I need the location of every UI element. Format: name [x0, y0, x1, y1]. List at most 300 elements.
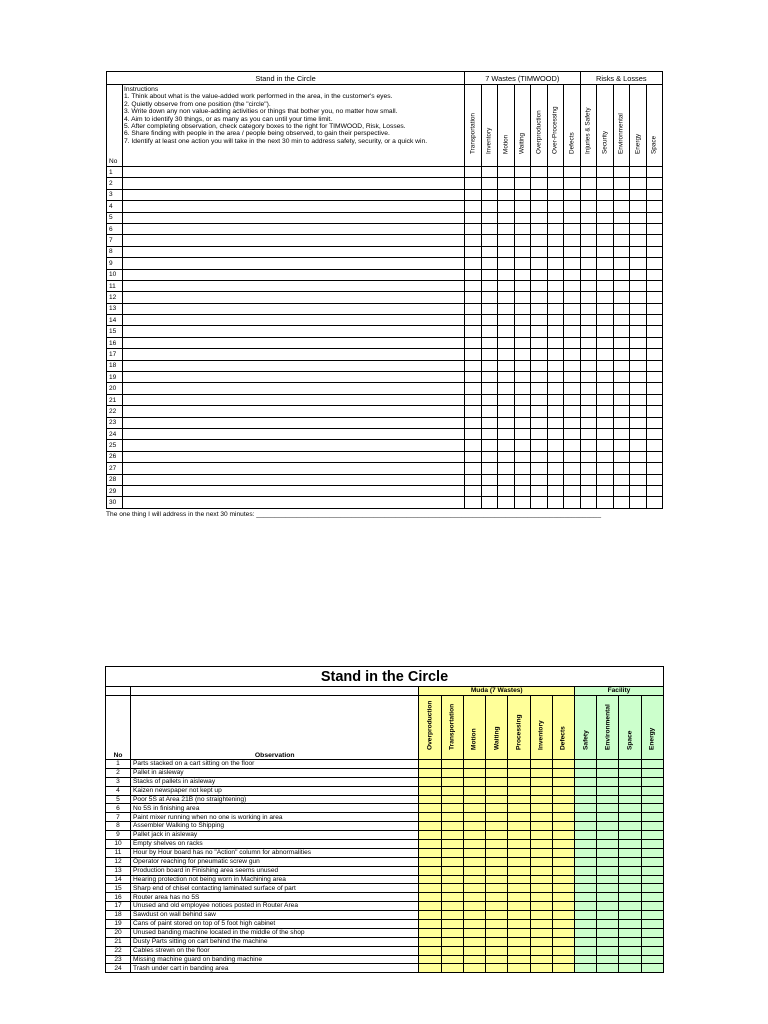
facility-checkbox-cell[interactable]	[597, 875, 619, 884]
category-checkbox-cell[interactable]	[613, 497, 630, 508]
category-checkbox-cell[interactable]	[564, 406, 581, 417]
category-checkbox-cell[interactable]	[564, 212, 581, 223]
muda-checkbox-cell[interactable]	[441, 760, 463, 769]
category-checkbox-cell[interactable]	[465, 372, 482, 383]
muda-checkbox-cell[interactable]	[486, 902, 508, 911]
muda-checkbox-cell[interactable]	[530, 875, 552, 884]
category-checkbox-cell[interactable]	[630, 372, 647, 383]
facility-checkbox-cell[interactable]	[597, 964, 619, 973]
category-checkbox-cell[interactable]	[646, 440, 663, 451]
category-checkbox-cell[interactable]	[547, 383, 564, 394]
category-checkbox-cell[interactable]	[564, 417, 581, 428]
category-checkbox-cell[interactable]	[580, 235, 597, 246]
muda-checkbox-cell[interactable]	[530, 884, 552, 893]
category-checkbox-cell[interactable]	[498, 246, 515, 257]
muda-checkbox-cell[interactable]	[419, 804, 441, 813]
category-checkbox-cell[interactable]	[465, 497, 482, 508]
muda-checkbox-cell[interactable]	[419, 875, 441, 884]
category-checkbox-cell[interactable]	[646, 280, 663, 291]
category-checkbox-cell[interactable]	[481, 212, 498, 223]
category-checkbox-cell[interactable]	[498, 428, 515, 439]
category-checkbox-cell[interactable]	[531, 383, 548, 394]
muda-checkbox-cell[interactable]	[419, 902, 441, 911]
muda-checkbox-cell[interactable]	[486, 795, 508, 804]
category-checkbox-cell[interactable]	[531, 167, 548, 178]
facility-checkbox-cell[interactable]	[619, 786, 641, 795]
muda-checkbox-cell[interactable]	[552, 795, 574, 804]
category-checkbox-cell[interactable]	[514, 201, 531, 212]
muda-checkbox-cell[interactable]	[530, 937, 552, 946]
category-checkbox-cell[interactable]	[597, 269, 614, 280]
muda-checkbox-cell[interactable]	[463, 875, 485, 884]
category-checkbox-cell[interactable]	[646, 269, 663, 280]
muda-checkbox-cell[interactable]	[419, 884, 441, 893]
category-checkbox-cell[interactable]	[481, 235, 498, 246]
facility-checkbox-cell[interactable]	[619, 848, 641, 857]
category-checkbox-cell[interactable]	[597, 292, 614, 303]
facility-checkbox-cell[interactable]	[597, 822, 619, 831]
category-checkbox-cell[interactable]	[580, 280, 597, 291]
category-checkbox-cell[interactable]	[498, 406, 515, 417]
category-checkbox-cell[interactable]	[564, 280, 581, 291]
facility-checkbox-cell[interactable]	[641, 768, 663, 777]
facility-checkbox-cell[interactable]	[574, 902, 596, 911]
category-checkbox-cell[interactable]	[646, 406, 663, 417]
muda-checkbox-cell[interactable]	[486, 920, 508, 929]
category-checkbox-cell[interactable]	[646, 315, 663, 326]
facility-checkbox-cell[interactable]	[597, 813, 619, 822]
muda-checkbox-cell[interactable]	[463, 964, 485, 973]
category-checkbox-cell[interactable]	[547, 258, 564, 269]
muda-checkbox-cell[interactable]	[508, 777, 530, 786]
category-checkbox-cell[interactable]	[531, 360, 548, 371]
category-checkbox-cell[interactable]	[498, 303, 515, 314]
category-checkbox-cell[interactable]	[613, 428, 630, 439]
category-checkbox-cell[interactable]	[630, 394, 647, 405]
category-checkbox-cell[interactable]	[547, 463, 564, 474]
muda-checkbox-cell[interactable]	[508, 902, 530, 911]
muda-checkbox-cell[interactable]	[486, 840, 508, 849]
category-checkbox-cell[interactable]	[547, 246, 564, 257]
category-checkbox-cell[interactable]	[498, 212, 515, 223]
category-checkbox-cell[interactable]	[630, 326, 647, 337]
facility-checkbox-cell[interactable]	[641, 964, 663, 973]
muda-checkbox-cell[interactable]	[441, 946, 463, 955]
muda-checkbox-cell[interactable]	[486, 777, 508, 786]
muda-checkbox-cell[interactable]	[463, 813, 485, 822]
category-checkbox-cell[interactable]	[465, 406, 482, 417]
category-checkbox-cell[interactable]	[465, 417, 482, 428]
facility-checkbox-cell[interactable]	[574, 813, 596, 822]
category-checkbox-cell[interactable]	[498, 360, 515, 371]
category-checkbox-cell[interactable]	[498, 372, 515, 383]
muda-checkbox-cell[interactable]	[486, 955, 508, 964]
muda-checkbox-cell[interactable]	[530, 848, 552, 857]
observation-entry-cell[interactable]	[123, 485, 465, 496]
category-checkbox-cell[interactable]	[630, 474, 647, 485]
muda-checkbox-cell[interactable]	[486, 768, 508, 777]
category-checkbox-cell[interactable]	[465, 463, 482, 474]
category-checkbox-cell[interactable]	[465, 246, 482, 257]
muda-checkbox-cell[interactable]	[552, 875, 574, 884]
category-checkbox-cell[interactable]	[613, 223, 630, 234]
category-checkbox-cell[interactable]	[613, 235, 630, 246]
category-checkbox-cell[interactable]	[481, 223, 498, 234]
facility-checkbox-cell[interactable]	[597, 768, 619, 777]
category-checkbox-cell[interactable]	[580, 349, 597, 360]
category-checkbox-cell[interactable]	[465, 280, 482, 291]
category-checkbox-cell[interactable]	[531, 258, 548, 269]
category-checkbox-cell[interactable]	[580, 406, 597, 417]
category-checkbox-cell[interactable]	[630, 360, 647, 371]
category-checkbox-cell[interactable]	[498, 292, 515, 303]
category-checkbox-cell[interactable]	[481, 315, 498, 326]
muda-checkbox-cell[interactable]	[486, 786, 508, 795]
category-checkbox-cell[interactable]	[514, 474, 531, 485]
category-checkbox-cell[interactable]	[531, 326, 548, 337]
category-checkbox-cell[interactable]	[646, 303, 663, 314]
category-checkbox-cell[interactable]	[531, 201, 548, 212]
category-checkbox-cell[interactable]	[597, 212, 614, 223]
closing-action-line[interactable]: The one thing I will address in the next 30 minutes: ______________________________________________________________________________________________	[106, 511, 601, 518]
muda-checkbox-cell[interactable]	[441, 928, 463, 937]
category-checkbox-cell[interactable]	[597, 258, 614, 269]
category-checkbox-cell[interactable]	[498, 349, 515, 360]
muda-checkbox-cell[interactable]	[463, 884, 485, 893]
muda-checkbox-cell[interactable]	[508, 831, 530, 840]
facility-checkbox-cell[interactable]	[597, 884, 619, 893]
category-checkbox-cell[interactable]	[597, 474, 614, 485]
category-checkbox-cell[interactable]	[531, 280, 548, 291]
muda-checkbox-cell[interactable]	[463, 946, 485, 955]
muda-checkbox-cell[interactable]	[552, 777, 574, 786]
category-checkbox-cell[interactable]	[498, 223, 515, 234]
category-checkbox-cell[interactable]	[547, 372, 564, 383]
category-checkbox-cell[interactable]	[646, 189, 663, 200]
category-checkbox-cell[interactable]	[514, 451, 531, 462]
muda-checkbox-cell[interactable]	[419, 920, 441, 929]
category-checkbox-cell[interactable]	[613, 451, 630, 462]
category-checkbox-cell[interactable]	[646, 212, 663, 223]
facility-checkbox-cell[interactable]	[641, 786, 663, 795]
facility-checkbox-cell[interactable]	[597, 902, 619, 911]
muda-checkbox-cell[interactable]	[552, 937, 574, 946]
facility-checkbox-cell[interactable]	[574, 831, 596, 840]
muda-checkbox-cell[interactable]	[508, 884, 530, 893]
category-checkbox-cell[interactable]	[481, 326, 498, 337]
facility-checkbox-cell[interactable]	[641, 946, 663, 955]
facility-checkbox-cell[interactable]	[619, 893, 641, 902]
category-checkbox-cell[interactable]	[547, 178, 564, 189]
muda-checkbox-cell[interactable]	[508, 804, 530, 813]
muda-checkbox-cell[interactable]	[530, 786, 552, 795]
category-checkbox-cell[interactable]	[498, 315, 515, 326]
category-checkbox-cell[interactable]	[613, 337, 630, 348]
category-checkbox-cell[interactable]	[465, 189, 482, 200]
muda-checkbox-cell[interactable]	[463, 955, 485, 964]
category-checkbox-cell[interactable]	[547, 451, 564, 462]
category-checkbox-cell[interactable]	[646, 383, 663, 394]
category-checkbox-cell[interactable]	[613, 394, 630, 405]
category-checkbox-cell[interactable]	[498, 383, 515, 394]
category-checkbox-cell[interactable]	[597, 178, 614, 189]
category-checkbox-cell[interactable]	[597, 189, 614, 200]
category-checkbox-cell[interactable]	[498, 201, 515, 212]
muda-checkbox-cell[interactable]	[419, 955, 441, 964]
facility-checkbox-cell[interactable]	[619, 768, 641, 777]
category-checkbox-cell[interactable]	[465, 349, 482, 360]
muda-checkbox-cell[interactable]	[486, 911, 508, 920]
category-checkbox-cell[interactable]	[646, 360, 663, 371]
category-checkbox-cell[interactable]	[564, 235, 581, 246]
category-checkbox-cell[interactable]	[514, 349, 531, 360]
facility-checkbox-cell[interactable]	[597, 955, 619, 964]
category-checkbox-cell[interactable]	[613, 201, 630, 212]
category-checkbox-cell[interactable]	[613, 258, 630, 269]
category-checkbox-cell[interactable]	[646, 178, 663, 189]
facility-checkbox-cell[interactable]	[641, 884, 663, 893]
muda-checkbox-cell[interactable]	[530, 866, 552, 875]
category-checkbox-cell[interactable]	[630, 189, 647, 200]
category-checkbox-cell[interactable]	[613, 167, 630, 178]
observation-entry-cell[interactable]	[123, 349, 465, 360]
category-checkbox-cell[interactable]	[465, 360, 482, 371]
muda-checkbox-cell[interactable]	[530, 813, 552, 822]
category-checkbox-cell[interactable]	[646, 292, 663, 303]
muda-checkbox-cell[interactable]	[530, 920, 552, 929]
category-checkbox-cell[interactable]	[481, 167, 498, 178]
category-checkbox-cell[interactable]	[465, 258, 482, 269]
muda-checkbox-cell[interactable]	[552, 955, 574, 964]
category-checkbox-cell[interactable]	[514, 167, 531, 178]
category-checkbox-cell[interactable]	[630, 303, 647, 314]
category-checkbox-cell[interactable]	[481, 474, 498, 485]
muda-checkbox-cell[interactable]	[552, 848, 574, 857]
facility-checkbox-cell[interactable]	[619, 831, 641, 840]
muda-checkbox-cell[interactable]	[441, 937, 463, 946]
facility-checkbox-cell[interactable]	[597, 893, 619, 902]
observation-entry-cell[interactable]	[123, 189, 465, 200]
facility-checkbox-cell[interactable]	[641, 840, 663, 849]
category-checkbox-cell[interactable]	[465, 269, 482, 280]
muda-checkbox-cell[interactable]	[530, 964, 552, 973]
facility-checkbox-cell[interactable]	[574, 768, 596, 777]
category-checkbox-cell[interactable]	[481, 372, 498, 383]
category-checkbox-cell[interactable]	[564, 428, 581, 439]
muda-checkbox-cell[interactable]	[441, 777, 463, 786]
muda-checkbox-cell[interactable]	[508, 964, 530, 973]
muda-checkbox-cell[interactable]	[552, 946, 574, 955]
muda-checkbox-cell[interactable]	[441, 893, 463, 902]
category-checkbox-cell[interactable]	[465, 235, 482, 246]
category-checkbox-cell[interactable]	[514, 485, 531, 496]
category-checkbox-cell[interactable]	[646, 417, 663, 428]
category-checkbox-cell[interactable]	[597, 394, 614, 405]
category-checkbox-cell[interactable]	[547, 349, 564, 360]
category-checkbox-cell[interactable]	[564, 178, 581, 189]
category-checkbox-cell[interactable]	[531, 463, 548, 474]
category-checkbox-cell[interactable]	[531, 417, 548, 428]
category-checkbox-cell[interactable]	[613, 189, 630, 200]
category-checkbox-cell[interactable]	[514, 497, 531, 508]
facility-checkbox-cell[interactable]	[619, 937, 641, 946]
category-checkbox-cell[interactable]	[646, 372, 663, 383]
category-checkbox-cell[interactable]	[531, 372, 548, 383]
facility-checkbox-cell[interactable]	[619, 760, 641, 769]
category-checkbox-cell[interactable]	[498, 463, 515, 474]
category-checkbox-cell[interactable]	[547, 440, 564, 451]
category-checkbox-cell[interactable]	[630, 223, 647, 234]
category-checkbox-cell[interactable]	[481, 440, 498, 451]
category-checkbox-cell[interactable]	[465, 485, 482, 496]
category-checkbox-cell[interactable]	[630, 258, 647, 269]
category-checkbox-cell[interactable]	[481, 337, 498, 348]
category-checkbox-cell[interactable]	[481, 246, 498, 257]
category-checkbox-cell[interactable]	[646, 394, 663, 405]
category-checkbox-cell[interactable]	[547, 235, 564, 246]
category-checkbox-cell[interactable]	[498, 474, 515, 485]
category-checkbox-cell[interactable]	[580, 201, 597, 212]
category-checkbox-cell[interactable]	[646, 349, 663, 360]
muda-checkbox-cell[interactable]	[441, 884, 463, 893]
category-checkbox-cell[interactable]	[597, 303, 614, 314]
category-checkbox-cell[interactable]	[481, 269, 498, 280]
muda-checkbox-cell[interactable]	[530, 777, 552, 786]
category-checkbox-cell[interactable]	[613, 360, 630, 371]
category-checkbox-cell[interactable]	[613, 212, 630, 223]
facility-checkbox-cell[interactable]	[641, 822, 663, 831]
category-checkbox-cell[interactable]	[580, 212, 597, 223]
muda-checkbox-cell[interactable]	[419, 946, 441, 955]
category-checkbox-cell[interactable]	[630, 440, 647, 451]
category-checkbox-cell[interactable]	[630, 292, 647, 303]
category-checkbox-cell[interactable]	[531, 246, 548, 257]
muda-checkbox-cell[interactable]	[530, 857, 552, 866]
category-checkbox-cell[interactable]	[514, 372, 531, 383]
muda-checkbox-cell[interactable]	[419, 777, 441, 786]
category-checkbox-cell[interactable]	[465, 326, 482, 337]
muda-checkbox-cell[interactable]	[463, 840, 485, 849]
category-checkbox-cell[interactable]	[481, 303, 498, 314]
muda-checkbox-cell[interactable]	[441, 964, 463, 973]
muda-checkbox-cell[interactable]	[441, 875, 463, 884]
category-checkbox-cell[interactable]	[514, 212, 531, 223]
category-checkbox-cell[interactable]	[646, 201, 663, 212]
category-checkbox-cell[interactable]	[547, 417, 564, 428]
observation-entry-cell[interactable]	[123, 337, 465, 348]
category-checkbox-cell[interactable]	[597, 235, 614, 246]
category-checkbox-cell[interactable]	[630, 315, 647, 326]
category-checkbox-cell[interactable]	[564, 292, 581, 303]
category-checkbox-cell[interactable]	[646, 258, 663, 269]
observation-entry-cell[interactable]	[123, 394, 465, 405]
observation-entry-cell[interactable]	[123, 406, 465, 417]
category-checkbox-cell[interactable]	[465, 201, 482, 212]
category-checkbox-cell[interactable]	[498, 497, 515, 508]
muda-checkbox-cell[interactable]	[530, 804, 552, 813]
category-checkbox-cell[interactable]	[531, 223, 548, 234]
muda-checkbox-cell[interactable]	[486, 848, 508, 857]
facility-checkbox-cell[interactable]	[574, 893, 596, 902]
observation-entry-cell[interactable]	[123, 201, 465, 212]
category-checkbox-cell[interactable]	[481, 428, 498, 439]
muda-checkbox-cell[interactable]	[508, 760, 530, 769]
category-checkbox-cell[interactable]	[580, 223, 597, 234]
facility-checkbox-cell[interactable]	[619, 902, 641, 911]
category-checkbox-cell[interactable]	[630, 417, 647, 428]
facility-checkbox-cell[interactable]	[619, 840, 641, 849]
category-checkbox-cell[interactable]	[580, 326, 597, 337]
category-checkbox-cell[interactable]	[580, 315, 597, 326]
muda-checkbox-cell[interactable]	[530, 911, 552, 920]
observation-entry-cell[interactable]	[123, 292, 465, 303]
muda-checkbox-cell[interactable]	[486, 760, 508, 769]
muda-checkbox-cell[interactable]	[441, 786, 463, 795]
observation-entry-cell[interactable]	[123, 246, 465, 257]
facility-checkbox-cell[interactable]	[619, 911, 641, 920]
category-checkbox-cell[interactable]	[613, 463, 630, 474]
muda-checkbox-cell[interactable]	[530, 893, 552, 902]
category-checkbox-cell[interactable]	[646, 246, 663, 257]
category-checkbox-cell[interactable]	[597, 451, 614, 462]
muda-checkbox-cell[interactable]	[419, 848, 441, 857]
category-checkbox-cell[interactable]	[481, 201, 498, 212]
category-checkbox-cell[interactable]	[646, 428, 663, 439]
facility-checkbox-cell[interactable]	[574, 928, 596, 937]
category-checkbox-cell[interactable]	[481, 189, 498, 200]
observation-entry-cell[interactable]	[123, 235, 465, 246]
category-checkbox-cell[interactable]	[564, 485, 581, 496]
muda-checkbox-cell[interactable]	[486, 928, 508, 937]
category-checkbox-cell[interactable]	[481, 383, 498, 394]
category-checkbox-cell[interactable]	[597, 349, 614, 360]
category-checkbox-cell[interactable]	[564, 474, 581, 485]
category-checkbox-cell[interactable]	[580, 451, 597, 462]
facility-checkbox-cell[interactable]	[619, 928, 641, 937]
category-checkbox-cell[interactable]	[547, 337, 564, 348]
category-checkbox-cell[interactable]	[580, 167, 597, 178]
muda-checkbox-cell[interactable]	[419, 937, 441, 946]
category-checkbox-cell[interactable]	[564, 440, 581, 451]
category-checkbox-cell[interactable]	[531, 349, 548, 360]
category-checkbox-cell[interactable]	[514, 383, 531, 394]
muda-checkbox-cell[interactable]	[441, 831, 463, 840]
category-checkbox-cell[interactable]	[580, 383, 597, 394]
observation-entry-cell[interactable]	[123, 451, 465, 462]
category-checkbox-cell[interactable]	[580, 337, 597, 348]
category-checkbox-cell[interactable]	[564, 258, 581, 269]
category-checkbox-cell[interactable]	[498, 326, 515, 337]
facility-checkbox-cell[interactable]	[641, 893, 663, 902]
muda-checkbox-cell[interactable]	[419, 795, 441, 804]
category-checkbox-cell[interactable]	[613, 383, 630, 394]
category-checkbox-cell[interactable]	[547, 394, 564, 405]
category-checkbox-cell[interactable]	[646, 235, 663, 246]
muda-checkbox-cell[interactable]	[552, 928, 574, 937]
muda-checkbox-cell[interactable]	[463, 848, 485, 857]
category-checkbox-cell[interactable]	[531, 428, 548, 439]
category-checkbox-cell[interactable]	[514, 315, 531, 326]
category-checkbox-cell[interactable]	[597, 485, 614, 496]
category-checkbox-cell[interactable]	[465, 315, 482, 326]
category-checkbox-cell[interactable]	[498, 235, 515, 246]
category-checkbox-cell[interactable]	[580, 463, 597, 474]
category-checkbox-cell[interactable]	[514, 178, 531, 189]
category-checkbox-cell[interactable]	[564, 326, 581, 337]
category-checkbox-cell[interactable]	[531, 269, 548, 280]
category-checkbox-cell[interactable]	[580, 303, 597, 314]
facility-checkbox-cell[interactable]	[641, 866, 663, 875]
